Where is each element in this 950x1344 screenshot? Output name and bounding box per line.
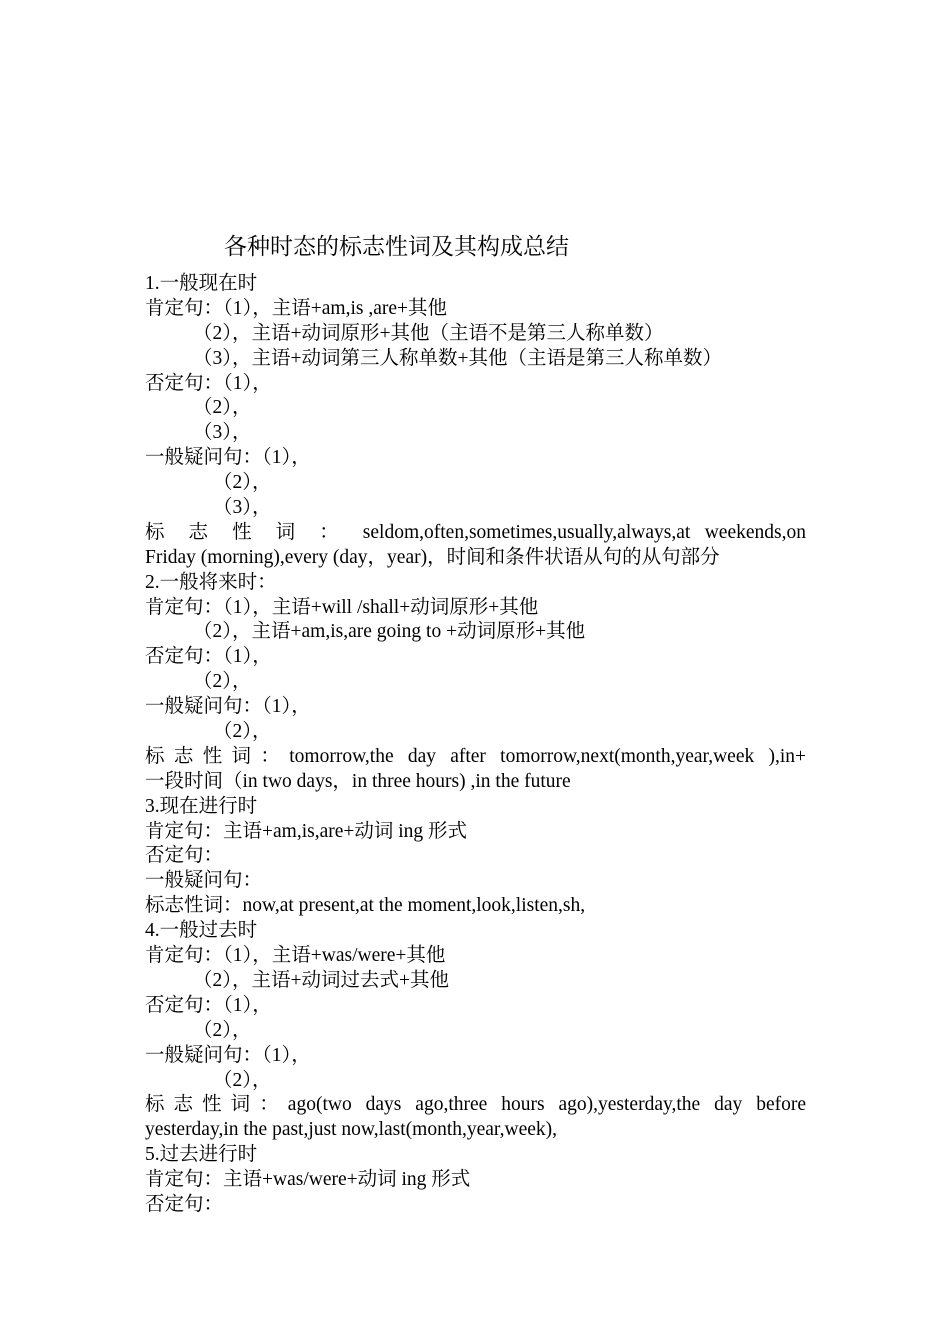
section-heading-present-continuous: 3.现在进行时 bbox=[145, 795, 258, 817]
text-line: （2）， bbox=[193, 397, 252, 419]
section-heading-simple-past: 4.一般过去时 bbox=[145, 920, 258, 942]
text-line: （3）， bbox=[213, 497, 272, 519]
section-heading-simple-present: 1.一般现在时 bbox=[145, 273, 258, 294]
text-line: （2）， bbox=[213, 472, 272, 494]
text-line: 肯定句：（1），主语+am,is ,are+其他 bbox=[145, 297, 448, 319]
text-line: 标志性词：ago(two days ago,three hours ago),yesterday,the day before bbox=[145, 1094, 806, 1116]
text-line: 一般疑问句：（1）， bbox=[145, 696, 311, 718]
text-line: （2），主语+动词原形+其他（主语不是第三人称单数） bbox=[193, 322, 664, 344]
document-body bbox=[145, 272, 806, 1218]
section-heading-past-continuous: 5.过去进行时 bbox=[145, 1144, 258, 1166]
text-line: （2）， bbox=[193, 671, 252, 693]
text-line: 一般疑问句：（1）， bbox=[145, 447, 311, 469]
text-line: 否定句：（1）， bbox=[145, 994, 272, 1016]
text-line: 否定句：（1）， bbox=[145, 646, 272, 668]
text-line: 一般疑问句：（1）， bbox=[145, 1044, 311, 1066]
text-line: 肯定句：（1），主语+was/were+其他 bbox=[145, 945, 446, 967]
document-title: 各种时态的标志性词及其构成总结 bbox=[224, 234, 569, 259]
text-line: （3）， bbox=[193, 422, 252, 444]
text-line: 标 志 性 词 ： seldom,often,sometimes,usually,always,at weekends,on bbox=[145, 521, 806, 543]
text-line: 一段时间（in two days，in three hours) ,in the future bbox=[145, 770, 571, 792]
text-line: 标志性词：tomorrow,the day after tomorrow,next(month,year,week ),in+ bbox=[145, 745, 806, 767]
text-line: 标志性词：now,at present,at the moment,look,listen,sh, bbox=[145, 895, 586, 917]
text-line: 否定句： bbox=[145, 1193, 224, 1215]
text-line: yesterday,in the past,just now,last(month,year,week), bbox=[145, 1119, 558, 1141]
section-heading-simple-future: 2.一般将来时： bbox=[145, 571, 277, 593]
text-line: Friday (morning),every (day，year)，时间和条件状语从句的从句部分 bbox=[145, 546, 720, 568]
text-line: 肯定句：（1），主语+will /shall+动词原形+其他 bbox=[145, 596, 539, 618]
text-line: （3），主语+动词第三人称单数+其他（主语是第三人称单数） bbox=[193, 347, 722, 369]
text-line: 否定句： bbox=[145, 845, 224, 867]
text-line: 肯定句：主语+am,is,are+动词 ing 形式 bbox=[145, 820, 468, 842]
text-line: 肯定句：主语+was/were+动词 ing 形式 bbox=[145, 1169, 471, 1191]
text-line: （2）， bbox=[213, 721, 272, 743]
text-line: （2）， bbox=[193, 1019, 252, 1041]
text-line: 一般疑问句： bbox=[145, 870, 263, 892]
text-line: （2），主语+am,is,are going to +动词原形+其他 bbox=[193, 621, 586, 643]
text-line: （2）， bbox=[213, 1069, 272, 1091]
text-line: 否定句：（1）， bbox=[145, 372, 272, 394]
text-line: （2），主语+动词过去式+其他 bbox=[193, 969, 449, 991]
